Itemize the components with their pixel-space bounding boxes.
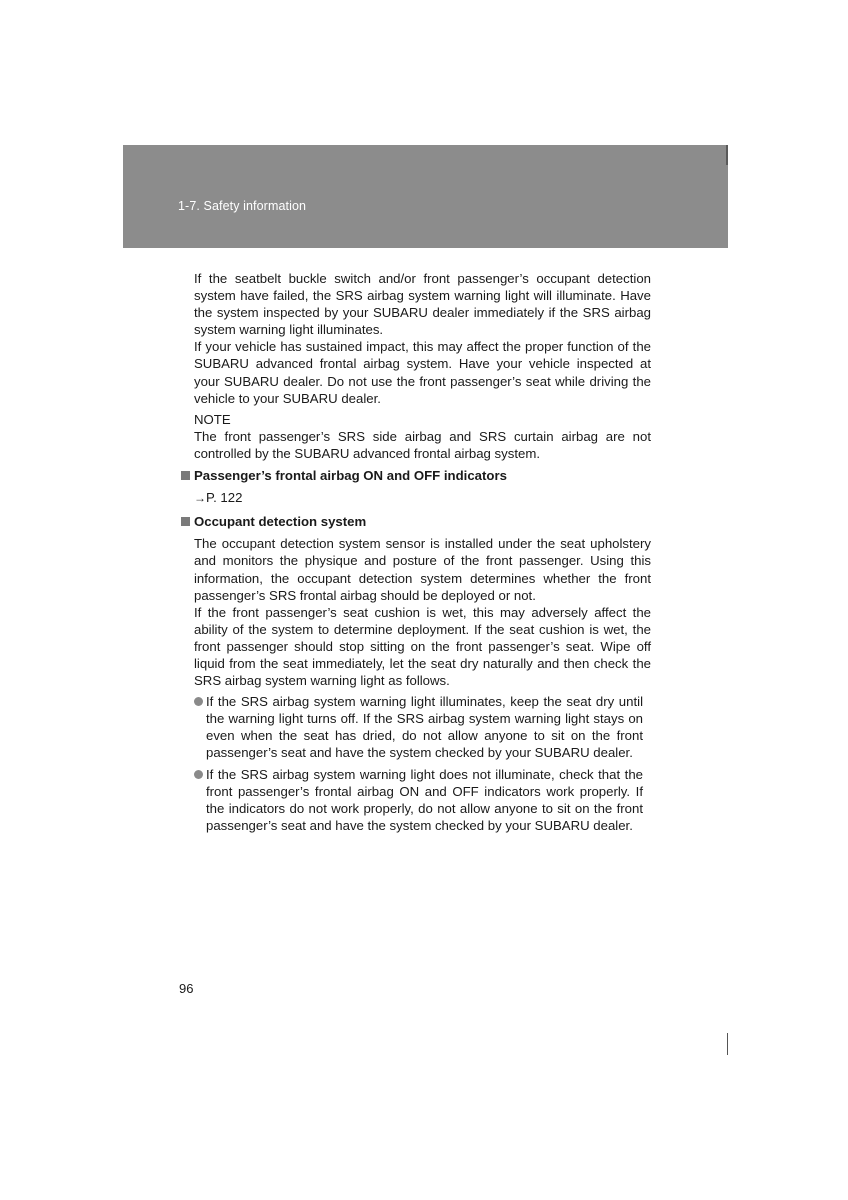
page-edge-mark	[727, 1033, 728, 1055]
indicators-heading	[181, 467, 651, 484]
list-item-text: If the SRS airbag system warning light illuminates, keep the seat dry until the warning light turns off. If the SRS airbag system warning light stays on even when the seat has dried, do not allow anyone to sit on the front passenger’s seat and have the system checked by your SUBARU dealer.	[206, 694, 643, 761]
section-header-band	[123, 145, 728, 248]
square-bullet-icon	[181, 517, 190, 526]
note-text: The front passenger’s SRS side airbag and SRS curtain airbag are not controlled by the SUBARU advanced frontal airbag system.	[194, 428, 651, 461]
page-content	[181, 270, 651, 834]
intro-paragraph-1: If the seatbelt buckle switch and/or front passenger’s occupant detection system have failed, the SRS airbag system warning light will illuminate. Have the system inspected by your SUBARU dealer immediately if the SRS airbag system warning light illuminates.	[194, 271, 651, 338]
page-reference-text: P. 122	[206, 490, 243, 506]
arrow-right-icon: →	[194, 491, 206, 506]
note-label: NOTE	[194, 411, 231, 427]
page-number: 96	[179, 981, 194, 996]
list-item	[194, 766, 651, 834]
circle-bullet-icon	[194, 770, 203, 779]
section-title: 1-7. Safety information	[178, 199, 307, 213]
circle-bullet-icon	[194, 697, 203, 706]
square-bullet-icon	[181, 471, 190, 480]
occupant-paragraph-2: If the front passenger’s seat cushion is wet, this may adversely affect the ability of the system to determine deployment. If the seat cushion is wet, the front passenger should stop sitting on the front passenger’s seat. Wipe off liquid from the seat immediately, let the seat dry naturally and then check the SRS airbag system warning light as follows.	[194, 604, 651, 689]
list-item-text: If the SRS airbag system warning light does not illuminate, check that the front passenger’s frontal airbag ON and OFF indicators work properly. If the indicators do not work properly, do not allow anyone to sit on the front passenger’s seat and have the system checked by your SUBARU dealer.	[206, 766, 643, 833]
occupant-heading	[181, 513, 651, 530]
list-item	[194, 693, 651, 761]
indicators-heading-text: Passenger’s frontal airbag ON and OFF indicators	[194, 468, 507, 484]
header-edge-tick	[726, 145, 728, 165]
intro-paragraph-2: If your vehicle has sustained impact, this may affect the proper function of the SUBARU advanced frontal airbag system. Have your vehicle inspected at your SUBARU dealer. Do not use the front passenger’s seat while driving the vehicle to your SUBARU dealer.	[194, 339, 651, 406]
occupant-heading-text: Occupant detection system	[194, 514, 367, 530]
occupant-paragraph-1: The occupant detection system sensor is installed under the seat upholstery and monitors the physique and posture of the front passenger. Using this information, the occupant detection system determines whether the front passenger’s SRS frontal airbag should be deployed or not.	[194, 536, 651, 603]
page-reference-link[interactable]	[194, 489, 651, 507]
